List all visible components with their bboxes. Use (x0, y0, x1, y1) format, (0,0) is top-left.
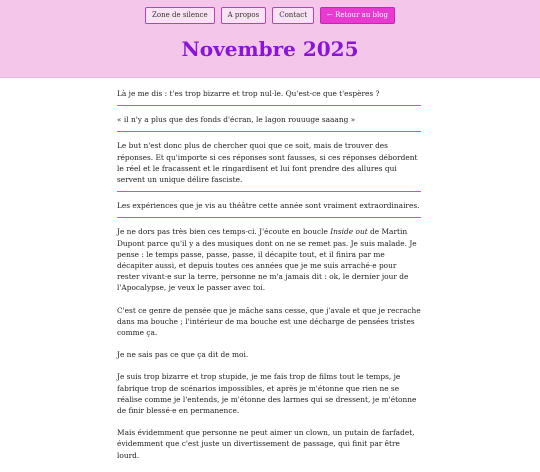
nav-a-propos-button[interactable]: A propos (221, 7, 267, 24)
paragraph: Je suis trop bizarre et trop stupide, je me fais trop de films tout le temps, je fabrique trop de scénarios impossibles, et après je m'étonne que rien ne se réalise comme je l'entends, je m'étonne des larmes qui se dressent, je m'étonne de finir blessé·e en permanence. (117, 372, 417, 416)
paragraph: Je ne sais pas ce que ça dit de moi. (117, 350, 249, 360)
site-header (0, 0, 540, 78)
quote-block: Le but n'est donc plus de chercher quoi que ce soit, mais de trouver des réponses. Et qu'importe si ces réponses sont fausses, si ces réponses débordent le réel et le fracassent et le ringardisent et lui font prendre des allures qui servent un unique délire fasciste. (117, 138, 421, 192)
paragraph: C'est ce genre de pensée que je mâche sans cesse, que j'avale et que je recrache dans ma bouche ; l'intérieur de ma bouche est une décharge de pensées tristes comme ça. (117, 305, 421, 338)
paragraph: Mais évidemment que personne ne peut aimer un clown, un putain de farfadet, évidemment que c'est juste un divertissement de passage, qui finit par être lourd. (117, 428, 415, 460)
nav-contact-button[interactable]: Contact (272, 7, 314, 24)
paragraph-text: de Martin Dupont parce qu'il y a des musiques dont on ne se remet pas. Je suis malade. Je pense : le temps passe, passe, passe, il décapite tout, et il finira par me décapiter aussi, et depuis toutes ces années que je me suis arraché·e pour rester vivant·e sur la terre, personne ne m'a jamais dit : ok, le dernier jour de l'Apocalypse, je veux le passer avec toi. (117, 227, 417, 293)
quote-block: Là je me dis : t'es trop bizarre et trop nul·le. Qu'est-ce que t'espères ? (117, 86, 421, 106)
article-content (117, 86, 421, 472)
top-nav (0, 7, 540, 24)
quote-block: « il n'y a plus que des fonds d'écran, le lagon rouuuge saaang » (117, 112, 421, 132)
song-title: Inside out (330, 227, 368, 237)
page-title: Novembre 2025 (181, 37, 359, 61)
quote-block: Les expériences que je vis au théâtre cette année sont vraiment extraordinaires. (117, 198, 421, 218)
paragraph-text: Je ne dors pas très bien ces temps-ci. J'écoute en boucle (117, 227, 331, 237)
back-to-blog-button[interactable]: ← Retour au blog (320, 7, 395, 24)
nav-zone-de-silence-button[interactable]: Zone de silence (145, 7, 215, 24)
paragraph (117, 226, 421, 293)
